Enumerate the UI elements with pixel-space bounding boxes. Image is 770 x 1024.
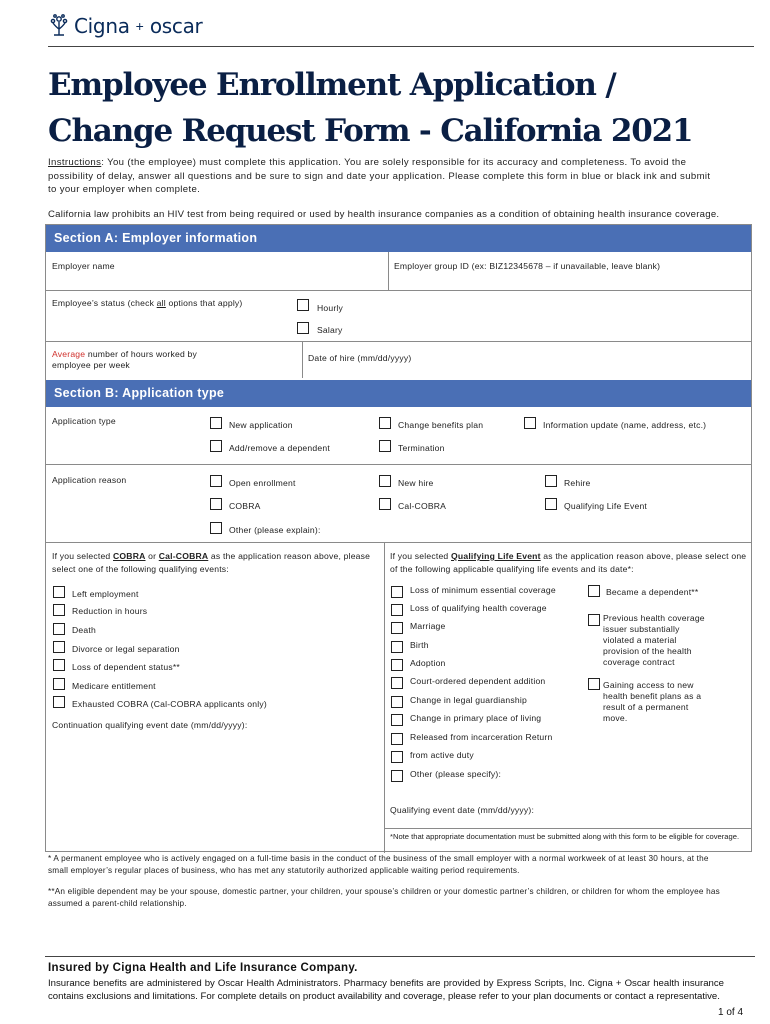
date-of-hire-label: Date of hire (mm/dd/yyyy) (308, 353, 412, 363)
cal-cobra-label: Cal-COBRA (398, 501, 447, 511)
section-b-heading: Section B: Application type (46, 380, 751, 407)
logo-oscar-text: oscar (149, 14, 203, 38)
prev-coverage-line: coverage contract (603, 657, 675, 667)
primary-place-checkbox[interactable] (391, 714, 403, 726)
application-type-label: Application type (52, 416, 116, 426)
qualifying-life-event-checkbox[interactable] (545, 498, 557, 510)
birth-label: Birth (410, 640, 429, 650)
instructions-label: Instructions (48, 157, 102, 168)
loss-dependent-status-label: Loss of dependent status** (72, 662, 180, 672)
medicare-checkbox[interactable] (53, 678, 65, 690)
cobra-label: COBRA (229, 501, 261, 511)
page-number: 1 of 4 (718, 1007, 744, 1018)
court-ordered-label: Court-ordered dependent addition (410, 676, 546, 686)
avg-hours-label (52, 349, 252, 371)
rehire-label: Rehire (564, 478, 591, 488)
divorce-label: Divorce or legal separation (72, 644, 180, 654)
released-incarceration-label: Released from incarceration Return (410, 732, 553, 742)
loss-min-coverage-checkbox[interactable] (391, 586, 403, 598)
marriage-label: Marriage (410, 621, 446, 631)
footnote-eligible-dependent: **An eligible dependent may be your spouse, domestic partner, your children, your spouse’s children or your domestic partner’s children, or children for whom the employee has assumed a parent-child relationship. (48, 887, 720, 908)
other-explain-label: Other (please explain): (229, 525, 321, 535)
divider (46, 464, 751, 465)
rehire-checkbox[interactable] (545, 475, 557, 487)
new-hire-checkbox[interactable] (379, 475, 391, 487)
reduction-hours-label: Reduction in hours (72, 606, 148, 616)
court-ordered-checkbox[interactable] (391, 677, 403, 689)
other-specify-checkbox[interactable] (391, 770, 403, 782)
qle-intro-post: as the application reason above, please select one of the following applicable qualifying life events and its date*: (390, 551, 747, 574)
california-law-note: California law prohibits an HIV test from being required or used by health insurance companies as a condition of obtaining health insurance coverage. (48, 209, 720, 220)
new-application-label: New application (229, 420, 293, 430)
loss-dependent-status-checkbox[interactable] (53, 659, 65, 671)
exhausted-cobra-label: Exhausted COBRA (Cal-COBRA applicants only) (72, 699, 267, 709)
employer-group-id-label: Employer group ID (ex: BIZ12345678 – if unavailable, leave blank) (394, 261, 661, 271)
salary-checkbox[interactable] (297, 322, 309, 334)
cigna-tree-icon (48, 13, 70, 39)
reduction-hours-checkbox[interactable] (53, 604, 65, 616)
cobra-intro-post: as the application reason above, please select one of the following qualifying events: (52, 551, 371, 574)
add-remove-dependent-checkbox[interactable] (210, 440, 222, 452)
adoption-checkbox[interactable] (391, 659, 403, 671)
birth-checkbox[interactable] (391, 641, 403, 653)
avg-hours-red: Average (52, 349, 86, 359)
footnote-permanent-employee: * A permanent employee who is actively engaged on a full-time basis in the conduct of the business of the small employer with a normal workweek of at least 30 hours, at the small employer’s regular places of business, who has met any statutorily authorized applicable waiting period requirements. (48, 854, 709, 875)
marriage-checkbox[interactable] (391, 622, 403, 634)
open-enrollment-checkbox[interactable] (210, 475, 222, 487)
instructions-text: : You (the employee) must complete this application. You are solely responsible for its accuracy and completeness. To avoid the possibility of delay, answer all questions and be sure to sign and date your application. Please complete this form in blue or black ink and submit to your employer when complete. (48, 157, 711, 195)
gaining-line: health benefit plans as a (603, 691, 702, 701)
became-dependent-label: Became a dependent** (606, 587, 699, 597)
status-label-post: options that apply) (165, 298, 243, 308)
prev-coverage-line: Previous health coverage (603, 613, 705, 623)
death-checkbox[interactable] (53, 623, 65, 635)
salary-label: Salary (317, 325, 343, 335)
cal-cobra-checkbox[interactable] (379, 498, 391, 510)
avg-hours-line2: employee per week (52, 360, 130, 370)
active-duty-label: from active duty (410, 750, 474, 760)
divorce-checkbox[interactable] (53, 641, 65, 653)
adoption-label: Adoption (410, 658, 446, 668)
previous-coverage-label (603, 613, 705, 668)
other-explain-checkbox[interactable] (210, 522, 222, 534)
application-reason-label: Application reason (52, 475, 127, 485)
prev-coverage-line: violated a material (603, 635, 677, 645)
instructions (48, 156, 720, 197)
divider (384, 828, 751, 829)
divider (384, 542, 385, 853)
brand-logo (48, 12, 202, 40)
released-incarceration-checkbox[interactable] (391, 733, 403, 745)
new-hire-label: New hire (398, 478, 434, 488)
gaining-line: move. (603, 713, 628, 723)
active-duty-checkbox[interactable] (391, 751, 403, 763)
logo-cigna-text: Cigna (74, 14, 130, 38)
new-application-checkbox[interactable] (210, 417, 222, 429)
footer-divider (45, 956, 755, 957)
status-label-pre: Employee’s status (check (52, 298, 157, 308)
employee-status-label (52, 298, 243, 309)
exhausted-cobra-checkbox[interactable] (53, 696, 65, 708)
logo-plus: + (135, 18, 144, 34)
qualifying-event-date-label: Qualifying event date (mm/dd/yyyy): (390, 805, 535, 815)
termination-checkbox[interactable] (379, 440, 391, 452)
gaining-access-checkbox[interactable] (588, 678, 600, 690)
status-label-all: all (156, 298, 166, 308)
change-benefits-label: Change benefits plan (398, 420, 484, 430)
title-line-2: Change Request Form - California 2021 (48, 113, 693, 149)
became-dependent-checkbox[interactable] (588, 585, 600, 597)
legal-guardianship-label: Change in legal guardianship (410, 695, 527, 705)
gaining-line: Gaining access to new (603, 680, 694, 690)
change-benefits-checkbox[interactable] (379, 417, 391, 429)
divider (46, 341, 751, 342)
prev-coverage-line: provision of the health (603, 646, 692, 656)
enrollment-form (45, 224, 752, 852)
other-specify-label: Other (please specify): (410, 769, 502, 779)
footer-disclaimer: Insurance benefits are administered by Oscar Health Administrators. Pharmacy benefits are provided by Express Scripts, Inc. Cigna + Oscar health insurance contains exclusions and limitations. For complete details on product availability and coverage, please refer to your plan documents or contact a representative. (48, 978, 724, 1002)
cobra-intro (52, 550, 378, 575)
qualifying-life-event-label: Qualifying Life Event (564, 501, 648, 511)
loss-qualifying-coverage-label: Loss of qualifying health coverage (410, 603, 547, 613)
information-update-checkbox[interactable] (524, 417, 536, 429)
gaining-access-label (603, 680, 701, 724)
cobra-intro-pre: If you selected (52, 551, 114, 561)
header-divider (48, 46, 754, 47)
employer-name-label: Employer name (52, 261, 115, 271)
title-line-1: Employee Enrollment Application / (48, 67, 616, 103)
documentation-note: *Note that appropriate documentation must be submitted along with this form to be eligible for coverage. (390, 832, 740, 841)
previous-coverage-checkbox[interactable] (588, 614, 600, 626)
cobra-checkbox[interactable] (210, 498, 222, 510)
death-label: Death (72, 625, 96, 635)
loss-min-coverage-label: Loss of minimum essential coverage (410, 585, 556, 595)
qle-intro-bold: Qualifying Life Event (451, 551, 541, 561)
divider (302, 341, 303, 378)
medicare-label: Medicare entitlement (72, 681, 156, 691)
add-remove-dependent-label: Add/remove a dependent (229, 443, 330, 453)
gaining-line: result of a permanent (603, 702, 689, 712)
divider (46, 542, 751, 543)
open-enrollment-label: Open enrollment (229, 478, 296, 488)
avg-hours-rest: number of hours worked by (85, 349, 197, 359)
legal-guardianship-checkbox[interactable] (391, 696, 403, 708)
cobra-intro-bold2: Cal-COBRA (158, 551, 209, 561)
divider (388, 252, 389, 290)
qle-intro (390, 550, 748, 575)
termination-label: Termination (398, 443, 445, 453)
primary-place-label: Change in primary place of living (410, 713, 542, 723)
page-title (48, 62, 748, 154)
divider (46, 290, 751, 291)
section-a-heading: Section A: Employer information (46, 225, 751, 252)
left-employment-checkbox[interactable] (53, 586, 65, 598)
continuation-date-label: Continuation qualifying event date (mm/dd/yyyy): (52, 720, 248, 730)
left-employment-label: Left employment (72, 589, 139, 599)
hourly-label: Hourly (317, 303, 344, 313)
hourly-checkbox[interactable] (297, 299, 309, 311)
prev-coverage-line: issuer substantially (603, 624, 680, 634)
qle-intro-pre: If you selected (390, 551, 452, 561)
loss-qualifying-coverage-checkbox[interactable] (391, 604, 403, 616)
insured-by: Insured by Cigna Health and Life Insurance Company. (48, 962, 358, 974)
cobra-intro-or: or (145, 551, 159, 561)
cobra-intro-bold: COBRA (113, 551, 146, 561)
information-update-label: Information update (name, address, etc.) (543, 420, 707, 430)
